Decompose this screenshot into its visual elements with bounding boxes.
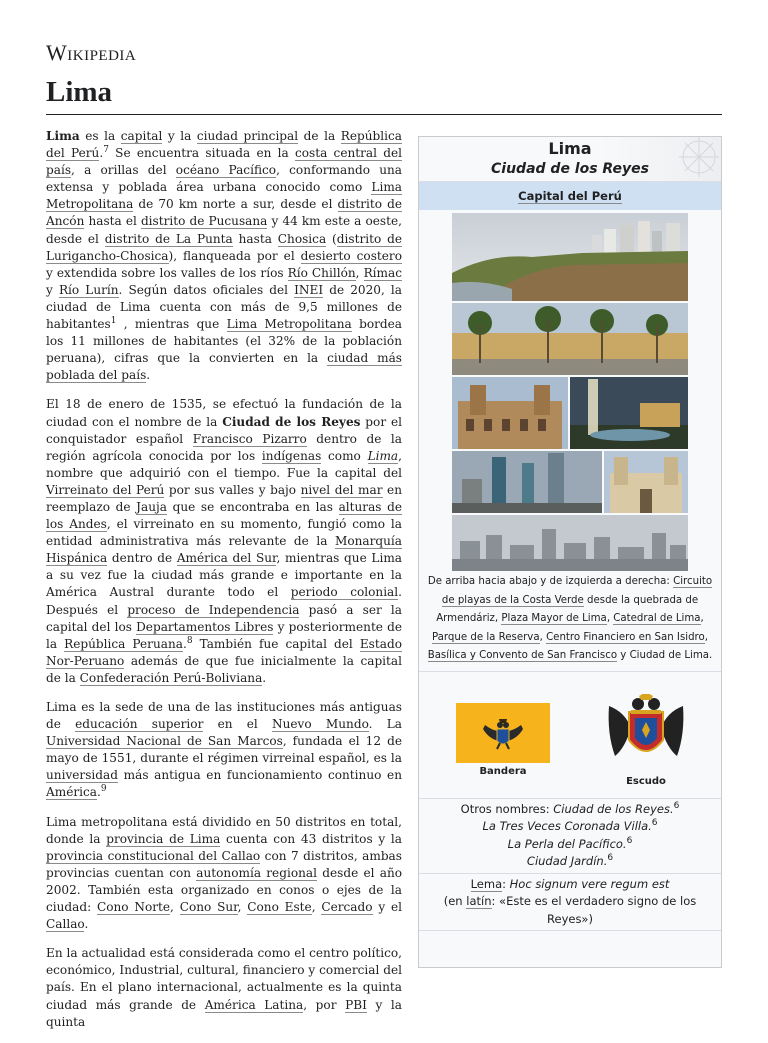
text-run: . bbox=[182, 636, 187, 651]
text-run: : «Este es el verdadero signo de los Reyes») bbox=[491, 894, 697, 926]
page-title: Lima bbox=[46, 76, 113, 108]
footnote-ref[interactable]: 6 bbox=[607, 853, 614, 864]
text-run: . bbox=[84, 917, 89, 932]
paragraph-foundation bbox=[46, 396, 402, 687]
capital-link[interactable]: Capital del Perú bbox=[518, 189, 622, 203]
wiki-link[interactable]: América Latina bbox=[204, 997, 304, 1012]
footnote-ref[interactable]: 9 bbox=[100, 784, 107, 795]
flag-label: Bandera bbox=[479, 765, 527, 777]
paragraph-present bbox=[46, 945, 402, 1030]
text-run: . bbox=[97, 785, 101, 800]
wiki-link[interactable]: provincia de Lima bbox=[106, 831, 221, 846]
wiki-link[interactable]: indígenas bbox=[261, 448, 322, 463]
wiki-link[interactable]: educación superior bbox=[75, 717, 204, 732]
text-run: Se encuentra situada en la bbox=[108, 146, 295, 161]
footnote-ref[interactable]: 6 bbox=[651, 818, 658, 829]
text-run: y posteriormente de la bbox=[46, 619, 403, 651]
text-run: y el bbox=[372, 900, 402, 915]
text-run: Ciudad de los Reyes bbox=[222, 414, 361, 429]
text-run: y la quinta bbox=[46, 997, 402, 1029]
coat-of-arms-image[interactable] bbox=[605, 694, 687, 766]
coat-of-arms-icon bbox=[605, 694, 687, 766]
eagle-emblem-icon bbox=[456, 703, 550, 763]
text-run: y la bbox=[162, 129, 197, 143]
text-run: y Ciudad de Lima. bbox=[617, 650, 713, 662]
wiki-link[interactable]: Plaza Mayor de Lima bbox=[501, 613, 607, 625]
montage-plaza-mayor[interactable] bbox=[452, 303, 688, 375]
wiki-link[interactable]: autonomía regional bbox=[196, 865, 317, 880]
text-run: , por bbox=[303, 997, 346, 1012]
wiki-link[interactable]: Circuito de playas de la Costa Verde bbox=[441, 576, 713, 606]
wiki-link[interactable]: América del Sur bbox=[176, 551, 277, 566]
text-run: . La bbox=[368, 717, 402, 732]
symbols-row bbox=[419, 672, 721, 798]
wiki-link[interactable]: Basílica y Convento de San Francisco bbox=[427, 650, 618, 662]
footnote-ref[interactable]: 1 bbox=[110, 316, 117, 326]
wiki-link[interactable]: Monarquía Hispánica bbox=[46, 534, 402, 566]
text-run: de 70 km norte a sur, desde el bbox=[133, 197, 338, 212]
text-run: . bbox=[262, 670, 267, 685]
wiki-link[interactable]: Cono Este bbox=[247, 900, 312, 915]
wiki-link[interactable]: Río Lurín bbox=[58, 282, 119, 297]
montage-ciudad[interactable] bbox=[452, 515, 688, 571]
wiki-link[interactable]: ciudad más poblada del país bbox=[46, 351, 402, 383]
wiki-link[interactable]: alturas de los Andes bbox=[46, 499, 403, 532]
text-run: y bbox=[46, 282, 59, 297]
text-run: , bbox=[700, 613, 704, 625]
wiki-link[interactable]: Universidad Nacional de San Marcos bbox=[46, 734, 283, 749]
article-body bbox=[46, 128, 402, 1043]
coat-label: Escudo bbox=[626, 775, 666, 787]
text-run: , nombre que adquirió con el tiempo. Fue la capital del bbox=[46, 448, 402, 480]
wiki-link[interactable]: República Peruana bbox=[64, 636, 183, 651]
paragraph-university bbox=[46, 699, 402, 802]
text-run: , a orillas del bbox=[71, 163, 176, 178]
text-run: desde la quebrada de Armendáriz, bbox=[436, 594, 699, 625]
montage-catedral[interactable] bbox=[452, 377, 568, 449]
paragraph-districts bbox=[46, 814, 402, 934]
wiki-link[interactable]: Lima Metropolitana bbox=[226, 317, 352, 332]
wiki-link[interactable]: Cercado bbox=[321, 900, 373, 915]
text-run: , conformando una extensa y poblada área urbana conocido como bbox=[46, 163, 403, 195]
infobox-subtitle: Ciudad de los Reyes bbox=[491, 161, 649, 177]
wiki-link[interactable]: distrito de Lurigancho-Chosica bbox=[46, 231, 402, 263]
wiki-link[interactable]: Lema bbox=[470, 876, 503, 891]
footnote-ref[interactable]: 6 bbox=[626, 836, 633, 847]
text-run: , bbox=[539, 631, 547, 643]
compass-rose-watermark bbox=[641, 137, 721, 181]
text-run: cuenta con 43 distritos y la bbox=[220, 831, 402, 846]
wiki-link[interactable]: proceso de Independencia bbox=[127, 602, 300, 617]
text-run: hasta bbox=[232, 231, 278, 246]
wiki-link[interactable]: ciudad principal bbox=[196, 129, 299, 143]
wiki-link[interactable]: océano Pacífico bbox=[175, 163, 277, 178]
wiki-link[interactable]: desierto costero bbox=[300, 248, 402, 263]
wikipedia-wordmark[interactable]: Wikipedia bbox=[46, 40, 137, 65]
text-run: (en bbox=[443, 894, 467, 909]
infobox-header bbox=[419, 137, 721, 182]
wiki-link[interactable]: Callao bbox=[46, 917, 85, 932]
text-run: y 44 km este a oeste, desde el bbox=[46, 214, 402, 246]
motto bbox=[419, 874, 721, 931]
wiki-link[interactable]: Lima bbox=[367, 448, 399, 463]
wiki-link[interactable]: Confederación Perú-Boliviana bbox=[79, 670, 263, 685]
wiki-link[interactable]: PBI bbox=[345, 997, 367, 1012]
text-run: , mientras que bbox=[116, 317, 227, 332]
text-run: , fundada el 12 de mayo de 1551, durante el régimen virreinal español, es la bbox=[46, 734, 402, 766]
wiki-link[interactable]: Cono Norte bbox=[96, 900, 171, 915]
footnote-ref[interactable]: 6 bbox=[673, 801, 680, 812]
text-run: de 2020, la ciudad de Lima cuenta con más de 9,5 millones de habitantes bbox=[46, 282, 402, 332]
wiki-link[interactable]: Parque de la Reserva bbox=[432, 631, 540, 643]
text-run: dentro de la región agrícola conocida por los bbox=[46, 431, 402, 463]
montage-san-francisco[interactable] bbox=[604, 451, 688, 513]
text-run: hasta el bbox=[84, 214, 141, 229]
wiki-link[interactable]: Nuevo Mundo bbox=[272, 717, 369, 732]
text-run: De arriba hacia abajo y de izquierda a derecha: bbox=[427, 576, 674, 587]
wiki-link[interactable]: distrito de La Punta bbox=[104, 231, 233, 246]
wiki-link[interactable]: Francisco Pizarro bbox=[192, 431, 307, 446]
wiki-link[interactable]: América bbox=[46, 785, 97, 800]
text-run: por el conquistador español bbox=[46, 414, 402, 446]
footnote-ref[interactable]: 8 bbox=[186, 635, 193, 646]
text-run: como bbox=[321, 448, 368, 463]
wiki-link[interactable]: Cono Sur bbox=[179, 900, 238, 915]
flag-image[interactable] bbox=[456, 703, 550, 763]
text-run: . Según datos oficiales del bbox=[118, 282, 295, 297]
text-run: además de que fue inicialmente la capital de la bbox=[46, 653, 402, 685]
wiki-link[interactable]: Virreinato del Perú bbox=[46, 482, 165, 497]
wiki-link[interactable]: República del Perú bbox=[46, 129, 402, 161]
text-run: Ciudad de los Reyes. bbox=[553, 801, 674, 816]
capital-band bbox=[419, 182, 721, 210]
wiki-link[interactable]: distrito de Pucusana bbox=[140, 214, 268, 229]
wiki-link[interactable]: nivel del mar bbox=[300, 482, 383, 497]
city-montage[interactable] bbox=[452, 213, 688, 571]
text-run: , bbox=[355, 265, 364, 280]
text-run: que se encontraba en las bbox=[166, 499, 339, 514]
text-run: : bbox=[502, 876, 510, 891]
infobox-name: Lima bbox=[548, 139, 592, 158]
text-run: Lima metropolitana está dividido en 50 distritos en total, donde la bbox=[46, 814, 402, 846]
montage-san-isidro[interactable] bbox=[452, 451, 602, 513]
wiki-link[interactable]: INEI bbox=[294, 282, 324, 297]
text-run: , el virreinato en su momento, fungió como la entidad administrativa más relevante de la bbox=[46, 517, 403, 549]
text-run: dentro de bbox=[107, 551, 177, 566]
text-run: . bbox=[146, 368, 151, 383]
text-run: Lima bbox=[46, 129, 80, 143]
wiki-link[interactable]: Chosica bbox=[277, 231, 327, 246]
text-run: La Tres Veces Coronada Villa. bbox=[482, 819, 652, 834]
other-names bbox=[419, 799, 721, 873]
wiki-link[interactable]: latín bbox=[466, 894, 492, 909]
wiki-link[interactable]: Rímac bbox=[363, 265, 402, 280]
text-run: , mientras que Lima a su vez fue la ciudad más grande e importante en la América Austral durante todo el bbox=[46, 551, 403, 600]
text-run: , bbox=[704, 631, 708, 643]
text-run: de la bbox=[298, 129, 341, 143]
wiki-link[interactable]: capital bbox=[120, 129, 163, 143]
text-run: , bbox=[237, 900, 248, 915]
text-run: pasó a ser la capital del los bbox=[46, 602, 403, 634]
text-run: y extendida sobre los valles de los ríos bbox=[46, 265, 288, 280]
text-run: desde el año 2002. También esta organizado en conos o ejes de la ciudad: bbox=[46, 865, 403, 915]
montage-parque-reserva[interactable] bbox=[570, 377, 688, 449]
montage-caption bbox=[419, 573, 721, 666]
paragraph-intro bbox=[46, 128, 402, 384]
wiki-link[interactable]: Jauja bbox=[136, 499, 167, 514]
text-run: . bbox=[99, 146, 104, 161]
text-run: es la bbox=[79, 129, 121, 143]
text-run: bordea los 11 millones de habitantes (el 32% de la población peruana), cifras que la convierten en la bbox=[46, 317, 402, 366]
text-run: , bbox=[170, 900, 180, 915]
text-run: ), flanqueada por el bbox=[168, 248, 301, 263]
text-run: en reemplazo de bbox=[46, 482, 403, 514]
text-run: . Después el bbox=[46, 585, 402, 617]
text-run: Otros nombres: bbox=[460, 801, 554, 816]
text-run: , bbox=[311, 900, 322, 915]
text-run: También fue capital del bbox=[192, 636, 360, 651]
wiki-link[interactable]: distrito de Ancón bbox=[46, 197, 402, 229]
text-run: La Perla del Pacífico. bbox=[507, 836, 627, 851]
title-divider bbox=[46, 114, 722, 115]
wiki-link[interactable]: universidad bbox=[46, 768, 118, 783]
text-run: El 18 de enero de 1535, se efectuó la fundación de la ciudad con el nombre de la bbox=[46, 397, 402, 429]
wiki-link[interactable]: Departamentos Libres bbox=[136, 619, 274, 634]
wiki-link[interactable]: provincia constitucional del Callao bbox=[46, 848, 261, 863]
footnote-ref[interactable]: 7 bbox=[103, 145, 109, 156]
text-run: En la actualidad está considerada como el centro político, económico, Industrial, cultural, financiero y comercial del país. En el plano internacional, actualmente es la quinta ciudad más grande de bbox=[46, 946, 402, 1012]
wiki-link[interactable]: Catedral de Lima bbox=[613, 613, 701, 625]
text-run: , bbox=[606, 613, 614, 625]
infobox bbox=[418, 136, 722, 968]
text-run: con 7 distritos, ambas provincias cuentan con bbox=[46, 848, 402, 880]
wiki-link[interactable]: costa central del país bbox=[46, 146, 402, 178]
text-run: más antigua en funcionamiento continuo en bbox=[117, 768, 402, 783]
wiki-link[interactable]: Río Chillón bbox=[287, 265, 356, 280]
text-run: Lima es la sede de una de las instituciones más antiguas de bbox=[46, 700, 402, 732]
text-run: por sus valles y bajo bbox=[164, 482, 301, 497]
montage-costa-verde[interactable] bbox=[452, 213, 688, 301]
text-run: Hoc signum vere regum est bbox=[509, 876, 670, 891]
wiki-link[interactable]: Estado Nor-Peruano bbox=[46, 636, 402, 668]
wiki-link[interactable]: periodo colonial bbox=[290, 585, 399, 600]
text-run: en el bbox=[203, 717, 273, 732]
text-run: ( bbox=[326, 231, 337, 246]
text-run: Ciudad Jardín. bbox=[526, 854, 608, 869]
wiki-link[interactable]: Centro Financiero en San Isidro bbox=[546, 631, 705, 643]
wiki-link[interactable]: Lima Metropolitana bbox=[46, 180, 402, 212]
